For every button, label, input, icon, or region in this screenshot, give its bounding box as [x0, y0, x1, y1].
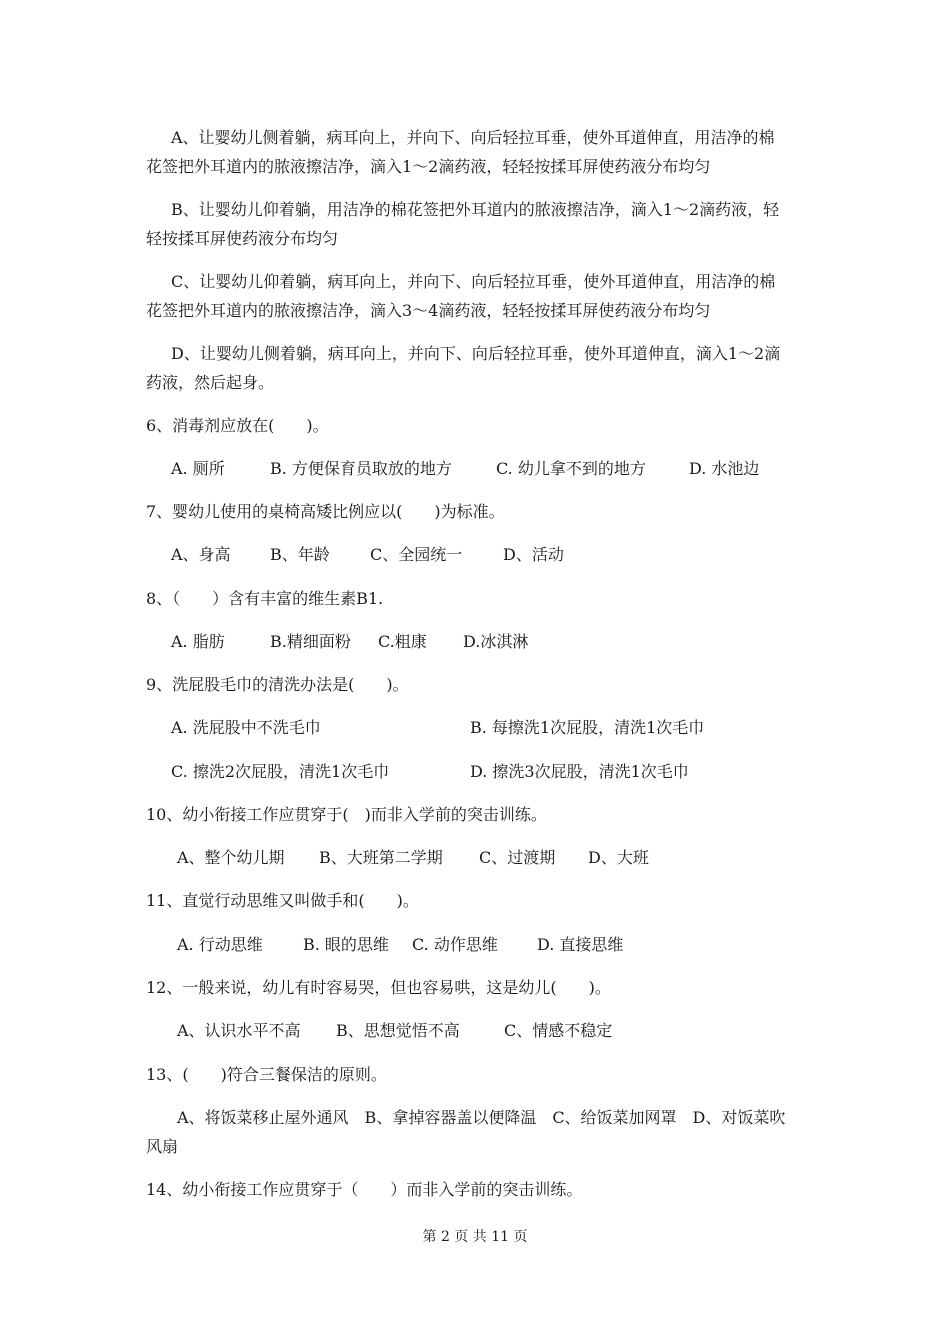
- q7-stem: 7、婴幼儿使用的桌椅高矮比例应以( )为标准。: [146, 502, 505, 521]
- q5-option-c-line2: 花签把外耳道内的脓液擦洁净，滴入3～4滴药液，轻轻按揉耳屏使药液分布均匀: [146, 301, 711, 320]
- q7-option-d: D、活动: [503, 545, 564, 564]
- q5-option-b-line2: 轻按揉耳屏使药液分布均匀: [146, 229, 339, 248]
- q8-option-c: C.粗康: [378, 632, 427, 651]
- q10-option-a: A、整个幼儿期: [177, 848, 285, 867]
- q7-option-b: B、年龄: [270, 545, 330, 564]
- q7-option-a: A、身高: [171, 545, 231, 564]
- q11-option-a: A. 行动思维: [177, 935, 263, 954]
- q5-option-a-line2: 花签把外耳道内的脓液擦洁净，滴入1～2滴药液，轻轻按揉耳屏使药液分布均匀: [146, 157, 711, 176]
- q8-option-b: B.精细面粉: [270, 632, 351, 651]
- q11-option-c: C. 动作思维: [412, 935, 498, 954]
- q9-option-d: D. 擦洗3次屁股，清洗1次毛巾: [470, 762, 689, 781]
- q9-option-c: C. 擦洗2次屁股，清洗1次毛巾: [171, 762, 390, 781]
- q13-stem: 13、( )符合三餐保洁的原则。: [146, 1065, 387, 1084]
- q6-option-d: D. 水池边: [689, 459, 760, 478]
- q5-option-d-line1: D、让婴幼儿侧着躺，病耳向上，并向下、向后轻拉耳垂，使外耳道伸直，滴入1～2滴: [171, 344, 781, 363]
- q8-stem: 8、（ ）含有丰富的维生素B1.: [146, 589, 384, 608]
- q5-option-c-line1: C、让婴幼儿仰着躺，病耳向上，并向下、向后轻拉耳垂，使外耳道伸直，用洁净的棉: [171, 272, 776, 291]
- q5-option-a-line1: A、让婴幼儿侧着躺，病耳向上，并向下、向后轻拉耳垂，使外耳道伸直，用洁净的棉: [171, 128, 775, 147]
- q5-option-d-line2: 药液，然后起身。: [146, 373, 275, 392]
- q12-stem: 12、一般来说，幼儿有时容易哭，但也容易哄，这是幼儿( )。: [146, 978, 611, 997]
- q12-option-b: B、思想觉悟不高: [336, 1021, 460, 1040]
- q11-option-d: D. 直接思维: [537, 935, 624, 954]
- q6-option-c: C. 幼儿拿不到的地方: [496, 459, 646, 478]
- page-footer: 第 2 页 共 11 页: [422, 1229, 528, 1245]
- q9-option-b: B. 每擦洗1次屁股，清洗1次毛巾: [470, 718, 705, 737]
- q13-options-line2: 风扇: [146, 1137, 179, 1156]
- q14-stem: 14、幼小衔接工作应贯穿于（ ）而非入学前的突击训练。: [146, 1180, 583, 1199]
- q5-option-b-line1: B、让婴幼儿仰着躺，用洁净的棉花签把外耳道内的脓液擦洁净，滴入1～2滴药液，轻: [171, 200, 780, 219]
- q11-option-b: B. 眼的思维: [303, 935, 389, 954]
- q8-option-a: A. 脂肪: [171, 632, 225, 651]
- q13-options-line1: A、将饭菜移止屋外通风 B、拿掉容器盖以便降温 C、给饭菜加网罩 D、对饭菜吹: [177, 1108, 786, 1127]
- q9-option-a: A. 洗屁股中不洗毛巾: [171, 718, 321, 737]
- q9-stem: 9、洗屁股毛巾的清洗办法是( )。: [146, 675, 409, 694]
- q7-option-c: C、全园统一: [370, 545, 463, 564]
- q6-option-a: A. 厕所: [171, 459, 225, 478]
- q10-stem: 10、幼小衔接工作应贯穿于( )而非入学前的突击训练。: [146, 805, 547, 824]
- q6-stem: 6、消毒剂应放在( )。: [146, 416, 329, 435]
- q10-option-c: C、过渡期: [479, 848, 556, 867]
- q12-option-a: A、认识水平不高: [177, 1021, 301, 1040]
- q12-option-c: C、情感不稳定: [504, 1021, 613, 1040]
- q8-option-d: D.冰淇淋: [463, 632, 529, 651]
- q6-option-b: B. 方便保育员取放的地方: [270, 459, 452, 478]
- q10-option-b: B、大班第二学期: [319, 848, 443, 867]
- q10-option-d: D、大班: [588, 848, 649, 867]
- q11-stem: 11、直觉行动思维又叫做手和( )。: [146, 891, 419, 910]
